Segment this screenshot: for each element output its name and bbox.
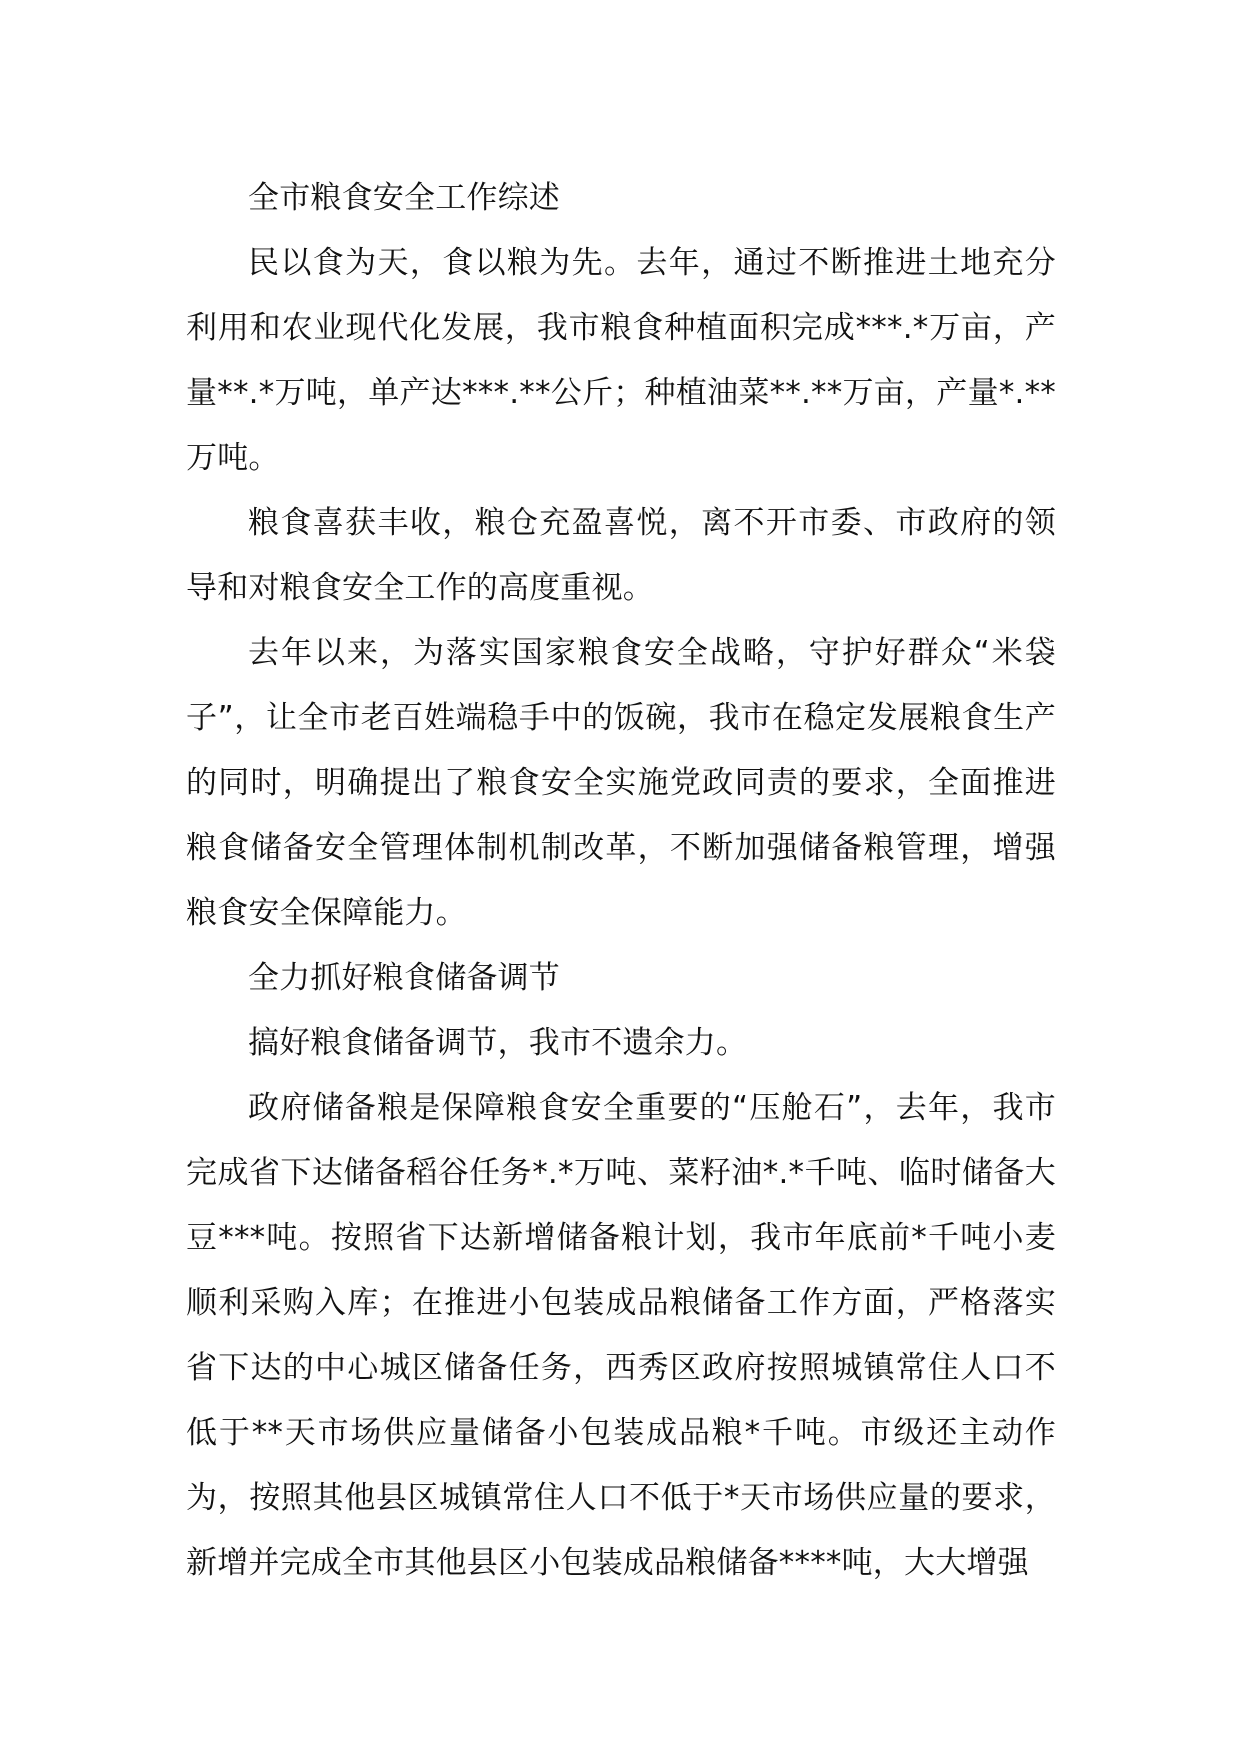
paragraph-reserve-details: 政府储备粮是保障粮食安全重要的“压舱石”，去年，我市完成省下达储备稻谷任务*.*万吨、菜籽油*.*千吨、临时储备大豆***吨。按照省下达新增储备粮计划，我市年底前*千吨小麦顺利采购入库；在推进小包装成品粮储备工作方面，严格落实省下达的中心城区储备任务，西秀区政府按照城镇常住人口不低于**天市场供应量储备小包装成品粮*千吨。市级还主动作为，按照其他县区城镇常住人口不低于*天市场供应量的要求，新增并完成全市其他县区小包装成品粮储备****吨，大大增强	[186, 1090, 1056, 1581]
document-body	[186, 166, 1056, 1596]
paragraph-strategy: 去年以来，为落实国家粮食安全战略，守护好群众“米袋子”，让全市老百姓端稳手中的饭碗，我市在稳定发展粮食生产的同时，明确提出了粮食安全实施党政同责的要求，全面推进粮食储备安全管理体制机制改革，不断加强储备粮管理，增强粮食安全保障能力。	[186, 635, 1056, 931]
paragraph-harvest: 粮食喜获丰收，粮仓充盈喜悦，离不开市委、市政府的领导和对粮食安全工作的高度重视。	[186, 505, 1056, 606]
paragraph-reserve-intro: 搞好粮食储备调节，我市不遗余力。	[248, 1025, 748, 1061]
section-heading: 全力抓好粮食储备调节	[248, 960, 560, 996]
paragraph-grain-output: 民以食为天，食以粮为先。去年，通过不断推进土地充分利用和农业现代化发展，我市粮食种植面积完成***.*万亩，产量**.*万吨，单产达***.**公斤；种植油菜**.**万亩，产量*.**万吨。	[186, 245, 1056, 476]
document-title: 全市粮食安全工作综述	[248, 180, 560, 216]
